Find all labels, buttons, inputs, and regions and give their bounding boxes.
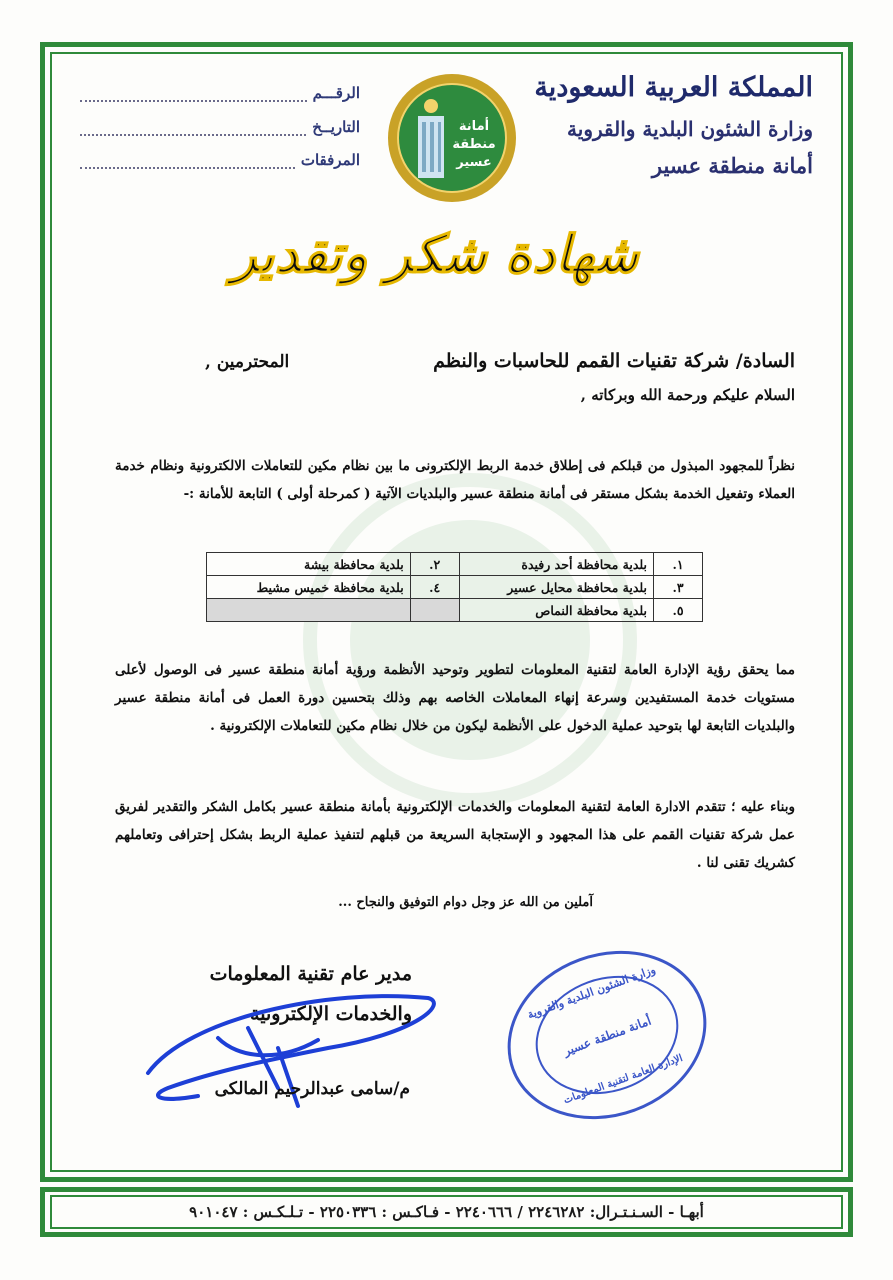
watermark-emblem <box>300 470 640 810</box>
reference-number-field <box>80 84 360 102</box>
logo-text-line1: أمانة <box>458 119 490 134</box>
footer-contact-bar <box>50 1195 843 1229</box>
footer-contact-text: أبهـا - السـنـتـرال: ٢٢٤٦٢٨٢ / ٢٢٤٠٦٦٦ - فـاكـس : ٢٢٥٠٣٣٦ - تـلـكـس : ٩٠١٠٤٧ <box>189 1203 704 1221</box>
table-cell-name <box>207 599 411 622</box>
municipality-logo <box>386 72 518 204</box>
table-cell-name: بلدية محافظة النماص <box>459 599 653 622</box>
attachments-field <box>80 151 360 169</box>
attachments-line <box>80 153 295 169</box>
certificate-title <box>231 206 639 306</box>
table-cell-name: بلدية محافظة أحد رفيدة <box>459 553 653 576</box>
logo-text-line3: عسير <box>456 155 492 170</box>
table-row <box>207 553 703 576</box>
greeting-line: السلام عليكم ورحمة الله وبركاته , <box>580 386 795 404</box>
stamp-text-center: أمانة منطقة عسير <box>561 1013 653 1059</box>
closing-line: آملين من الله عز وجل دوام التوفيق والنجاح ... <box>338 895 593 910</box>
table-cell-num: ١. <box>654 553 703 576</box>
reference-number-line <box>80 86 307 102</box>
date-field <box>80 118 360 136</box>
table-cell-num: ٤. <box>410 576 459 599</box>
official-stamp <box>500 945 715 1125</box>
table-row <box>207 599 703 622</box>
intro-paragraph: نظراً للمجهود المبذول من قبلكم فى إطلاق خدمة الربط الإلكترونى ما بين نظام مكين للتعاملات الالكترونية ونظام خدمة العملاء وتفعيل الخدمة بشكل مستقر فى أمانة منطقة عسير والبلديات الآتية ( كمرحلة أولى ) التابعة للأمانة :- <box>115 458 795 502</box>
table-cell-num <box>410 599 459 622</box>
signatory-name: م/سامى عبدالرحيم المالكى <box>214 1079 410 1099</box>
logo-text-line2: منطقة <box>452 137 496 152</box>
signatory-title-line2: والخدمات الإلكترونية <box>250 1003 412 1025</box>
municipalities-table <box>206 552 703 622</box>
table-cell-num: ٥. <box>654 599 703 622</box>
stamp-text-bottom: الإدارة العامة لتقنية المعلومات <box>562 1052 685 1107</box>
stamp-text: وزارة الشئون البلدية والقروية <box>525 963 658 1022</box>
municipality-name: أمانة منطقة عسير <box>651 153 813 178</box>
attachments-label: المرفقات <box>300 151 360 169</box>
signatory-title-line1: مدير عام تقنية المعلومات <box>209 963 412 985</box>
table-cell-num: ٣. <box>654 576 703 599</box>
table-cell-name: بلدية محافظة خميس مشيط <box>207 576 411 599</box>
thanks-paragraph: وبناء عليه ؛ تتقدم الادارة العامة لتقنية المعلومات والخدمات الإلكترونية بأمانة منطقة عسير بكامل الشكر والتقدير لفريق عمل شركة تقنيات القمم على هذا المجهود و الإستجابة السريعة من قبلهم لتنفيذ عملية الربط بشكل إحترافى وتعاملهم كشريك تقنى لنا . <box>115 799 795 871</box>
date-line <box>80 120 306 136</box>
respected-suffix: المحترمين , <box>205 352 290 372</box>
table-cell-name: بلدية محافظة بيشة <box>207 553 411 576</box>
certificate-title-text: شهادة شكر وتقدير <box>231 224 639 285</box>
vision-paragraph: مما يحقق رؤية الإدارة العامة لتقنية المعلومات لتطوير وتوحيد الأنظمة ورؤية أمانة منطقة عسير فى الوصول لأعلى مستويات خدمة المستفيدين وسرعة إنهاء المعاملات الخاصه بهم وذلك بتحسين دورة العمل فى أمانة منطقة عسير والبلديات التابعة لها بتوحيد عملية الدخول على الأنظمة ليكون من خلال نظام مكين للتعاملات الإلكترونية . <box>115 662 795 734</box>
reference-number-label: الرقـــم <box>312 84 360 102</box>
ministry-name: وزارة الشئون البلدية والقروية <box>567 117 813 141</box>
table-cell-num: ٢. <box>410 553 459 576</box>
date-label: التاريــخ <box>312 118 360 136</box>
country-name: المملكة العربية السعودية <box>534 72 813 103</box>
recipient-line: السادة/ شركة تقنيات القمم للحاسبات والنظم <box>433 350 795 372</box>
table-row <box>207 576 703 599</box>
table-cell-name: بلدية محافظة محايل عسير <box>459 576 653 599</box>
